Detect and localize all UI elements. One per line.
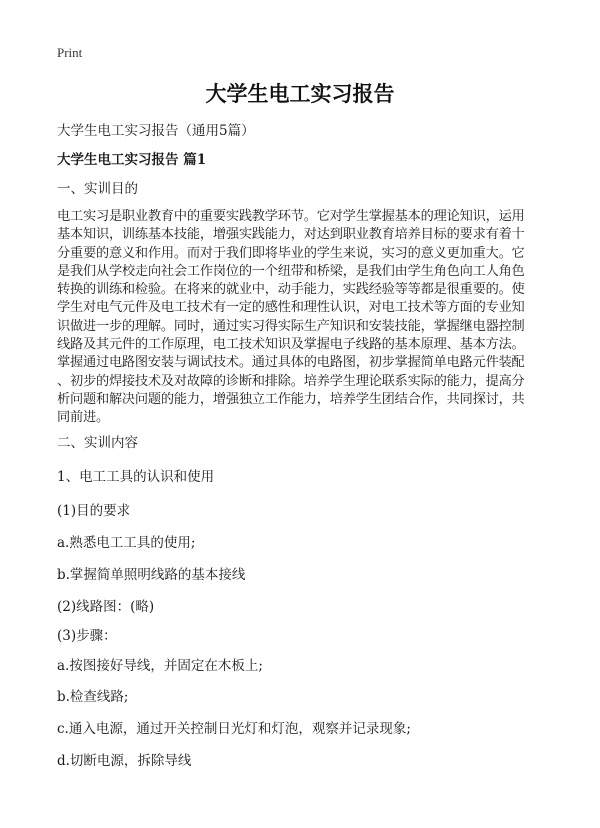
page-title: 大学生电工实习报告	[205, 82, 395, 106]
item-steps: (3)步骤：	[57, 628, 117, 644]
paragraph-line: 分重要的意义和作用。而对于我们即将毕业的学生来说，实习的意义更加重大。它	[57, 245, 525, 261]
paragraph-line: 是我们从学校走向社会工作岗位的一个纽带和桥梁，是我们由学生角色向工人角色	[57, 263, 525, 279]
print-label: Print	[57, 45, 83, 60]
paragraph-line: 析问题和解决问题的能力，增强独立工作能力，培养学生团结合作，共同探讨，共	[57, 391, 525, 407]
heading-training-purpose: 一、实训目的	[57, 181, 138, 197]
paragraph-line: 、初步的焊接技术及对故障的诊断和排除。培养学生理论联系实际的能力，提高分	[57, 373, 525, 389]
list-item: c.通入电源，通过开关控制日光灯和灯泡，观察并记录现象;	[57, 721, 411, 737]
paragraph-line: 学生对电气元件及电工技术有一定的感性和理性认识，对电工技术等方面的专业知	[57, 300, 525, 316]
section-heading: 大学生电工实习报告 篇1	[57, 152, 207, 168]
paragraph-line: 基本知识，训练基本技能，增强实践能力，对达到职业教育培养目标的要求有着十	[57, 227, 525, 243]
heading-training-content: 二、实训内容	[57, 435, 138, 451]
item-purpose-requirements: (1)目的要求	[57, 503, 131, 519]
list-item: d.切断电源，拆除导线	[57, 753, 192, 769]
paragraph-line: 识做进一步的理解。同时，通过实习得实际生产知识和安装技能，掌握继电器控制	[57, 318, 525, 334]
list-item: b.检查线路;	[57, 689, 129, 705]
list-item: b.掌握简单照明线路的基本接线	[57, 567, 246, 583]
paragraph-line: 掌握通过电路图安装与调试技术。通过具体的电路图，初步掌握简单电路元件装配	[57, 355, 525, 371]
paragraph-line: 线路及其元件的工作原理，电工技术知识及掌握电子线路的基本原理、基本方法。	[57, 337, 525, 353]
paragraph-line: 转换的训练和检验。在将来的就业中，动手能力，实践经验等等都是很重要的。使	[57, 282, 525, 298]
purpose-paragraph	[57, 208, 547, 428]
item-circuit-diagram: (2)线路图：(略)	[57, 599, 155, 615]
document-subtitle: 大学生电工实习报告（通用5篇）	[57, 123, 255, 139]
paragraph-line: 同前进。	[57, 410, 109, 426]
paragraph-line: 电工实习是职业教育中的重要实践教学环节。它对学生掌握基本的理论知识，运用	[57, 209, 525, 224]
list-item: a.按图接好导线，并固定在木板上;	[57, 658, 263, 674]
list-item: a.熟悉电工工具的使用;	[57, 535, 196, 551]
item-electrical-tools: 1、电工工具的认识和使用	[57, 469, 215, 485]
